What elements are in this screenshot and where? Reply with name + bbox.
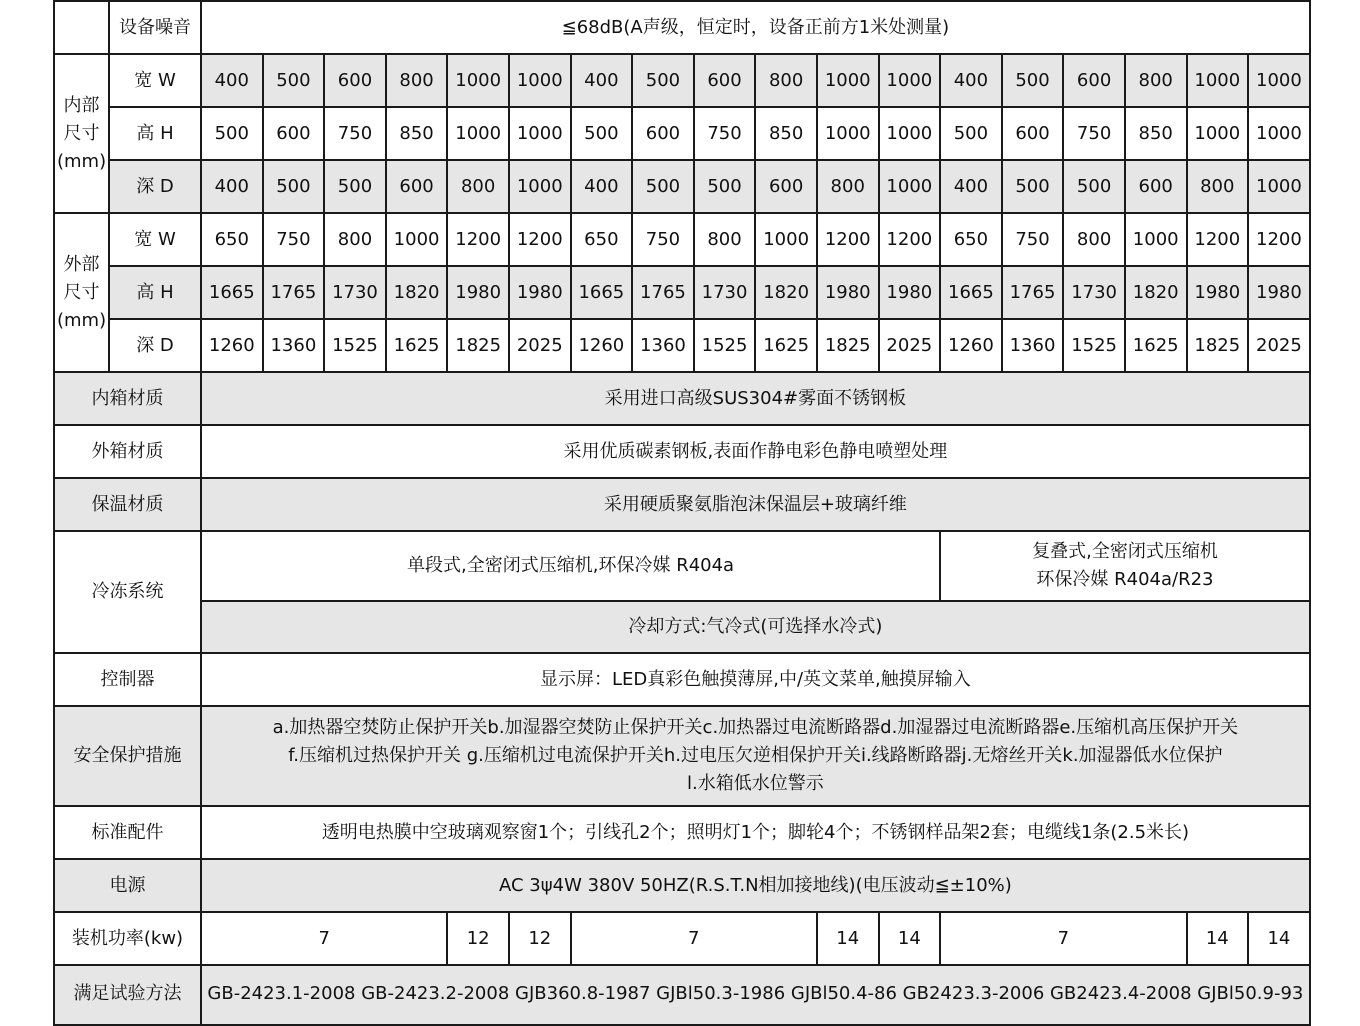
outer-height-cell: 1765	[263, 266, 325, 319]
outer-material-label: 外箱材质	[54, 425, 201, 478]
outer-height-cell: 1665	[571, 266, 633, 319]
inner-height-cell: 850	[386, 107, 448, 160]
inner-depth-cell: 600	[386, 160, 448, 213]
outer-depth-cell: 1360	[632, 319, 694, 372]
inner-width-cell: 1000	[447, 54, 509, 107]
inner-depth-cell: 800	[447, 160, 509, 213]
outer-depth-cell: 1825	[447, 319, 509, 372]
power-label: 电源	[54, 859, 201, 912]
inner-width-cell: 1000	[509, 54, 571, 107]
inner-height-cell: 750	[694, 107, 756, 160]
inner-height-cell: 850	[755, 107, 817, 160]
inner-width-cell: 600	[694, 54, 756, 107]
safety-label: 安全保护措施	[54, 706, 201, 806]
controller-row	[54, 653, 1310, 706]
inner-depth-cell: 400	[201, 160, 263, 213]
inner-depth-cell: 500	[324, 160, 386, 213]
accessories-row	[54, 806, 1310, 859]
safety-value: a.加热器空焚防止保护开关b.加湿器空焚防止保护开关c.加热器过电流断路器d.加湿器过电流断路器e.压缩机高压保护开关 f.压缩机过热保护开关 g.压缩机过电流保护开关h.过电压欠逆相保护开关i.线路断路器j.无熔丝开关k.加湿器低水位保护 l.水箱低水位警示	[201, 706, 1310, 806]
outer-width-cell: 1200	[509, 213, 571, 266]
spec-table	[53, 0, 1311, 1026]
installed-power-cell: 14	[817, 912, 879, 965]
power-row	[54, 859, 1310, 912]
inner-height-cell: 500	[940, 107, 1002, 160]
inner-width-cell: 1000	[1187, 54, 1249, 107]
insulation-label: 保温材质	[54, 478, 201, 531]
cooling-method-row	[54, 601, 1310, 653]
noise-label: 设备噪音	[109, 1, 201, 54]
outer-width-row	[54, 213, 1310, 266]
outer-material-value: 采用优质碳素钢板,表面作静电彩色静电喷塑处理	[201, 425, 1310, 478]
outer-depth-cell: 2025	[1248, 319, 1310, 372]
inner-material-row	[54, 372, 1310, 425]
outer-width-cell: 800	[324, 213, 386, 266]
outer-size-group-label: 外部尺寸(mm)	[54, 213, 109, 372]
outer-depth-cell: 1260	[940, 319, 1002, 372]
outer-depth-cell: 1360	[1002, 319, 1064, 372]
inner-height-cell: 1000	[1187, 107, 1249, 160]
inner-depth-cell: 800	[817, 160, 879, 213]
inner-height-cell: 500	[571, 107, 633, 160]
refrigeration-label: 冷冻系统	[54, 531, 201, 653]
outer-depth-cell: 2025	[879, 319, 941, 372]
outer-height-cell: 1765	[1002, 266, 1064, 319]
outer-width-cell: 1200	[447, 213, 509, 266]
inner-depth-cell: 500	[1063, 160, 1125, 213]
outer-width-cell: 650	[940, 213, 1002, 266]
inner-depth-cell: 1000	[879, 160, 941, 213]
outer-width-cell: 1200	[1248, 213, 1310, 266]
test-methods-value: GB-2423.1-2008 GB-2423.2-2008 GJB360.8-1987 GJBl50.3-1986 GJBl50.4-86 GB2423.3-2006 GB2423.4-2008 GJBl50.9-93	[201, 965, 1310, 1025]
outer-depth-cell: 1825	[1187, 319, 1249, 372]
outer-depth-cell: 1625	[755, 319, 817, 372]
cooling-method-value: 冷却方式:气冷式(可选择水冷式)	[201, 601, 1310, 653]
inner-depth-cell: 500	[694, 160, 756, 213]
inner-height-cell: 1000	[509, 107, 571, 160]
inner-width-cell: 800	[755, 54, 817, 107]
outer-height-cell: 1820	[386, 266, 448, 319]
outer-width-cell: 1000	[386, 213, 448, 266]
installed-power-cell: 12	[447, 912, 509, 965]
test-methods-label: 满足试验方法	[54, 965, 201, 1025]
inner-material-value: 采用进口高级SUS304#雾面不锈钢板	[201, 372, 1310, 425]
outer-height-cell: 1730	[1063, 266, 1125, 319]
inner-height-cell: 600	[263, 107, 325, 160]
inner-width-cell: 1000	[1248, 54, 1310, 107]
accessories-value: 透明电热膜中空玻璃观察窗1个；引线孔2个；照明灯1个；脚轮4个；不锈钢样品架2套；电缆线1条(2.5米长)	[201, 806, 1310, 859]
refrigeration-cascade: 复叠式,全密闭式压缩机 环保冷媒 R404a/R23	[940, 531, 1310, 601]
inner-depth-cell: 600	[1125, 160, 1187, 213]
inner-width-cell: 600	[1063, 54, 1125, 107]
outer-depth-cell: 2025	[509, 319, 571, 372]
outer-width-cell: 1200	[817, 213, 879, 266]
outer-depth-label: 深 D	[109, 319, 201, 372]
inner-width-cell: 600	[324, 54, 386, 107]
inner-width-cell: 800	[1125, 54, 1187, 107]
outer-height-cell: 1765	[632, 266, 694, 319]
refrigeration-single-stage: 单段式,全密闭式压缩机,环保冷媒 R404a	[201, 531, 940, 601]
inner-depth-cell: 400	[940, 160, 1002, 213]
installed-power-cell: 7	[940, 912, 1186, 965]
inner-width-cell: 400	[940, 54, 1002, 107]
outer-height-cell: 1730	[324, 266, 386, 319]
inner-width-cell: 400	[201, 54, 263, 107]
outer-height-cell: 1980	[447, 266, 509, 319]
inner-height-cell: 750	[324, 107, 386, 160]
outer-height-cell: 1980	[509, 266, 571, 319]
inner-depth-cell: 500	[632, 160, 694, 213]
inner-height-cell: 600	[632, 107, 694, 160]
outer-width-cell: 1000	[755, 213, 817, 266]
outer-width-cell: 650	[571, 213, 633, 266]
installed-power-cell: 14	[1187, 912, 1249, 965]
noise-row	[54, 1, 1310, 54]
inner-height-cell: 1000	[447, 107, 509, 160]
outer-depth-cell: 1625	[1125, 319, 1187, 372]
outer-width-cell: 650	[201, 213, 263, 266]
inner-width-cell: 1000	[879, 54, 941, 107]
inner-height-cell: 500	[201, 107, 263, 160]
outer-depth-cell: 1260	[571, 319, 633, 372]
refrigeration-row	[54, 531, 1310, 601]
outer-height-cell: 1980	[1187, 266, 1249, 319]
accessories-label: 标准配件	[54, 806, 201, 859]
inner-width-cell: 800	[386, 54, 448, 107]
inner-height-cell: 1000	[817, 107, 879, 160]
outer-width-cell: 1200	[879, 213, 941, 266]
inner-width-cell: 400	[571, 54, 633, 107]
outer-width-cell: 800	[1063, 213, 1125, 266]
outer-width-cell: 750	[263, 213, 325, 266]
inner-width-cell: 500	[632, 54, 694, 107]
outer-width-cell: 750	[632, 213, 694, 266]
inner-height-cell: 600	[1002, 107, 1064, 160]
outer-depth-cell: 1260	[201, 319, 263, 372]
outer-depth-cell: 1525	[694, 319, 756, 372]
inner-depth-cell: 600	[755, 160, 817, 213]
outer-depth-cell: 1825	[817, 319, 879, 372]
outer-height-cell: 1980	[879, 266, 941, 319]
installed-power-cell: 7	[571, 912, 817, 965]
inner-depth-cell: 500	[1002, 160, 1064, 213]
inner-width-cell: 500	[263, 54, 325, 107]
inner-depth-cell: 400	[571, 160, 633, 213]
outer-depth-row	[54, 319, 1310, 372]
installed-power-label: 装机功率(kw)	[54, 912, 201, 965]
inner-height-row	[54, 107, 1310, 160]
power-value: AC 3ψ4W 380V 50HZ(R.S.T.N相加接地线)(电压波动≦±10%)	[201, 859, 1310, 912]
outer-material-row	[54, 425, 1310, 478]
inner-depth-cell: 500	[263, 160, 325, 213]
outer-depth-cell: 1625	[386, 319, 448, 372]
noise-blank-cell	[54, 1, 109, 54]
inner-width-label: 宽 W	[109, 54, 201, 107]
inner-width-cell: 1000	[817, 54, 879, 107]
inner-depth-label: 深 D	[109, 160, 201, 213]
outer-height-label: 高 H	[109, 266, 201, 319]
outer-height-cell: 1820	[1125, 266, 1187, 319]
inner-depth-cell: 800	[1187, 160, 1249, 213]
installed-power-row	[54, 912, 1310, 965]
outer-height-cell: 1980	[817, 266, 879, 319]
noise-value: ≦68dB(A声级，恒定时，设备正前方1米处测量)	[201, 1, 1310, 54]
controller-label: 控制器	[54, 653, 201, 706]
safety-row	[54, 706, 1310, 806]
outer-width-label: 宽 W	[109, 213, 201, 266]
inner-depth-row	[54, 160, 1310, 213]
inner-height-cell: 1000	[1248, 107, 1310, 160]
outer-width-cell: 1000	[1125, 213, 1187, 266]
test-methods-row	[54, 965, 1310, 1025]
insulation-row	[54, 478, 1310, 531]
installed-power-cell: 14	[1248, 912, 1310, 965]
outer-height-cell: 1665	[201, 266, 263, 319]
inner-width-row	[54, 54, 1310, 107]
inner-height-cell: 750	[1063, 107, 1125, 160]
outer-height-cell: 1980	[1248, 266, 1310, 319]
outer-height-cell: 1730	[694, 266, 756, 319]
inner-height-cell: 850	[1125, 107, 1187, 160]
outer-depth-cell: 1525	[324, 319, 386, 372]
inner-depth-cell: 1000	[1248, 160, 1310, 213]
outer-depth-cell: 1525	[1063, 319, 1125, 372]
installed-power-cell: 7	[201, 912, 447, 965]
outer-height-row	[54, 266, 1310, 319]
inner-height-label: 高 H	[109, 107, 201, 160]
outer-width-cell: 1200	[1187, 213, 1249, 266]
inner-width-cell: 500	[1002, 54, 1064, 107]
installed-power-cell: 12	[509, 912, 571, 965]
installed-power-cell: 14	[879, 912, 941, 965]
inner-depth-cell: 1000	[509, 160, 571, 213]
inner-size-group-label: 内部尺寸(mm)	[54, 54, 109, 213]
insulation-value: 采用硬质聚氨脂泡沫保温层+玻璃纤维	[201, 478, 1310, 531]
inner-height-cell: 1000	[879, 107, 941, 160]
inner-material-label: 内箱材质	[54, 372, 201, 425]
outer-depth-cell: 1360	[263, 319, 325, 372]
controller-value: 显示屏：LED真彩色触摸薄屏,中/英文菜单,触摸屏输入	[201, 653, 1310, 706]
outer-width-cell: 750	[1002, 213, 1064, 266]
outer-height-cell: 1665	[940, 266, 1002, 319]
outer-height-cell: 1820	[755, 266, 817, 319]
outer-width-cell: 800	[694, 213, 756, 266]
